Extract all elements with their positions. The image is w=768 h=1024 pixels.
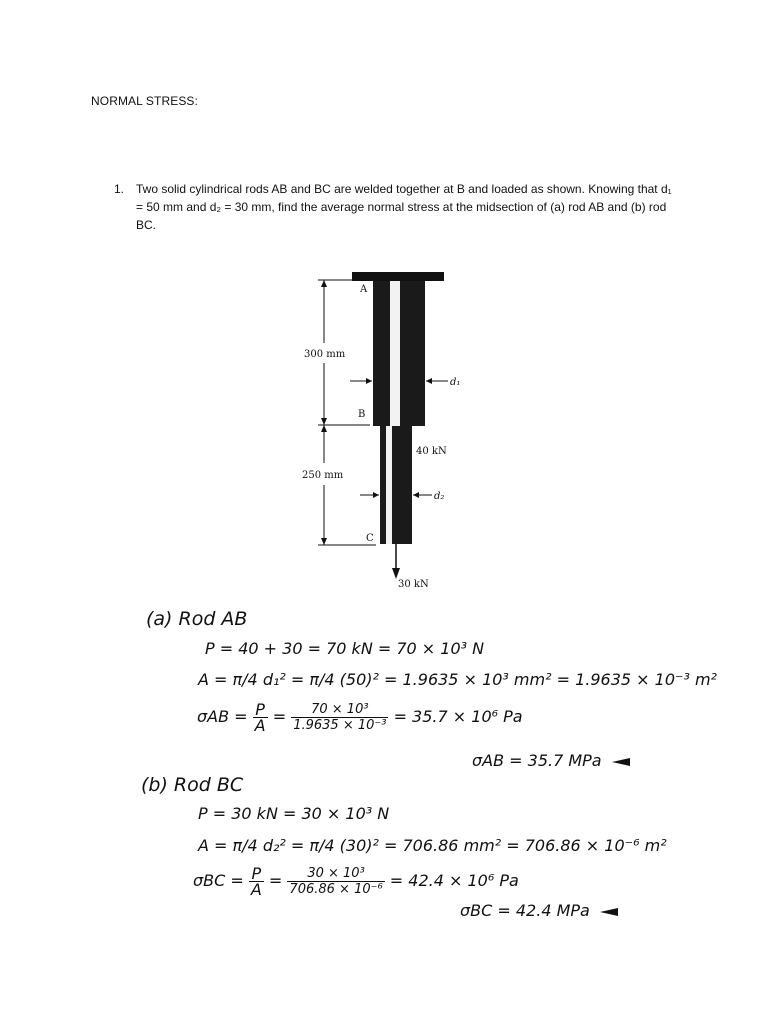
d1-label: d₁ xyxy=(450,377,461,388)
stress-result-pa: = 35.7 × 10⁶ Pa xyxy=(393,707,523,726)
stress-numerator: 70 × 10³ xyxy=(291,702,388,718)
dim-bc-label: 250 mm xyxy=(302,470,344,481)
problem-number: 1. xyxy=(114,182,125,196)
dimension-lines xyxy=(318,280,376,545)
stress-denominator: 1.9635 × 10⁻³ xyxy=(293,718,387,733)
d2-arrow-left xyxy=(373,492,379,498)
d2-arrow-right xyxy=(413,492,419,498)
answer-arrow-icon xyxy=(600,908,618,916)
section-heading: NORMAL STRESS: xyxy=(91,94,198,108)
solution-a-area: A = π/4 d₁² = π/4 (50)² = 1.9635 × 10³ mm² = 1.9635 × 10⁻³ m² xyxy=(198,670,717,689)
equals-sign: = xyxy=(272,707,287,726)
solution-a-stress-equation xyxy=(197,702,523,733)
solution-b-title: (b) Rod BC xyxy=(141,774,244,796)
stress-fraction xyxy=(291,702,388,733)
dim-arrow-top xyxy=(321,280,327,287)
result-text: σAB = 35.7 MPa xyxy=(472,751,602,770)
dim-arrow-b-upper xyxy=(321,418,327,425)
stress-fraction xyxy=(287,866,384,897)
load-b-label: 40 kN xyxy=(416,446,447,457)
p-over-a-fraction xyxy=(253,702,268,733)
stress-denominator: 706.86 × 10⁻⁶ xyxy=(289,882,383,897)
rod-bc-highlight xyxy=(386,426,392,544)
dim-ab-label: 300 mm xyxy=(304,349,346,360)
sigma-bc-symbol: σBC = xyxy=(193,871,244,890)
answer-arrow-icon xyxy=(612,758,630,766)
problem-text: Two solid cylindrical rods AB and BC are welded together at B and loaded as shown. Knowing that d₁ = 50 mm and d₂ = 30 mm, find the average normal stress at the midsection of (a) rod AB and (b) rod BC. xyxy=(136,182,672,232)
solution-b-stress-equation xyxy=(193,866,519,897)
sigma-ab-symbol: σAB = xyxy=(197,707,248,726)
load-c-arrowhead xyxy=(392,568,400,579)
label-c: C xyxy=(366,533,374,544)
solution-a-title: (a) Rod AB xyxy=(146,608,248,630)
d1-arrow-right xyxy=(426,378,432,384)
d1-arrow-left xyxy=(366,378,372,384)
d2-label: d₂ xyxy=(434,491,445,502)
solution-b-result xyxy=(460,901,618,920)
dim-arrow-b-lower xyxy=(321,425,327,432)
rod-ab-highlight xyxy=(390,281,400,426)
load-c-label: 30 kN xyxy=(398,579,429,590)
equals-sign: = xyxy=(268,871,283,890)
solution-a-force: P = 40 + 30 = 70 kN = 70 × 10³ N xyxy=(205,639,485,658)
label-a: A xyxy=(360,284,368,295)
p-over-a-fraction xyxy=(249,866,264,897)
rod-bc xyxy=(380,426,412,544)
dim-arrow-bottom xyxy=(321,538,327,545)
solution-a-result xyxy=(472,751,630,770)
fraction-p: P xyxy=(253,702,268,718)
stress-numerator: 30 × 10³ xyxy=(287,866,384,882)
fraction-p: P xyxy=(249,866,264,882)
label-b: B xyxy=(358,409,366,420)
result-text: σBC = 42.4 MPa xyxy=(460,901,590,920)
stress-result-pa: = 42.4 × 10⁶ Pa xyxy=(389,871,519,890)
solution-b-area: A = π/4 d₂² = π/4 (30)² = 706.86 mm² = 706.86 × 10⁻⁶ m² xyxy=(198,836,667,855)
fraction-a: A xyxy=(254,716,266,735)
rod-diagram xyxy=(290,265,470,595)
fraction-a: A xyxy=(250,880,262,899)
solution-b-force: P = 30 kN = 30 × 10³ N xyxy=(198,804,390,823)
rod-figure xyxy=(290,265,470,595)
